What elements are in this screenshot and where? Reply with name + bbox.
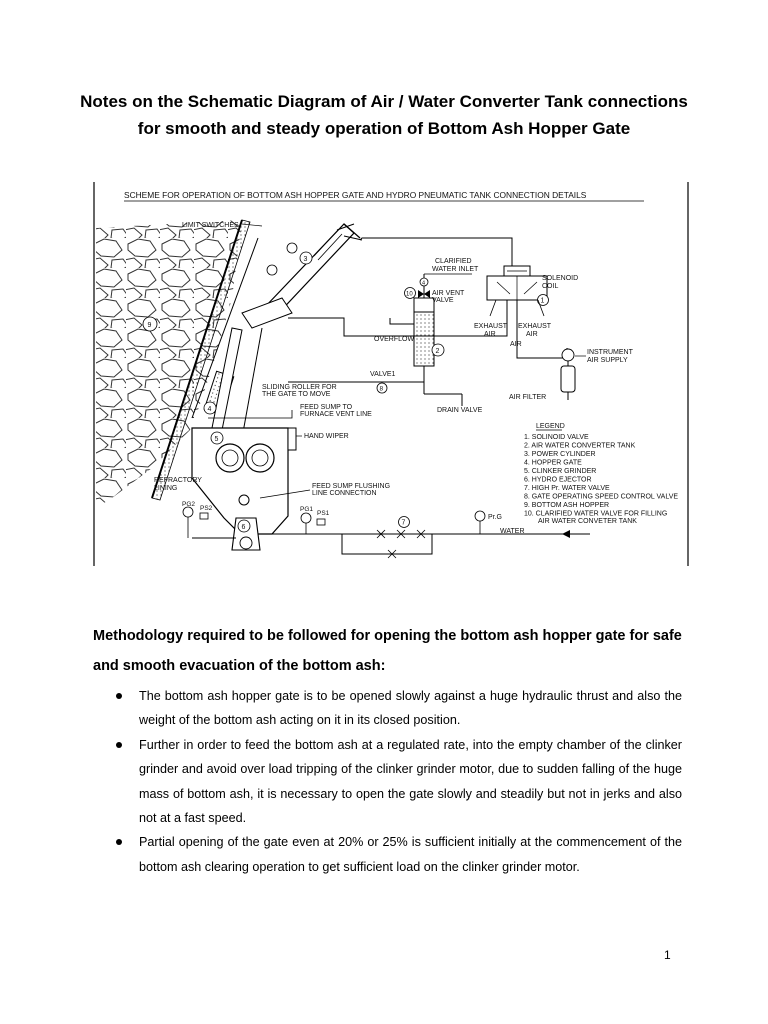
bullet-icon: [116, 839, 122, 845]
label-limit-switches: LIMIT SWITCHES: [182, 222, 239, 229]
legend-item-9: 9. BOTTOM ASH HOPPER: [524, 502, 610, 509]
page-number: 1: [664, 948, 671, 962]
svg-text:6: 6: [241, 524, 246, 531]
label-exhaust-1a: EXHAUST: [474, 323, 508, 330]
svg-text:8: 8: [379, 385, 384, 393]
label-ps2: PS2: [200, 505, 213, 512]
label-refractory-1: REFRACTORY: [154, 477, 202, 484]
label-air: AIR: [510, 341, 522, 348]
label-flushing-2: LINE CONNECTION: [312, 490, 377, 497]
legend-item-7: 7. HIGH Pr. WATER VALVE: [524, 485, 610, 492]
label-exhaust-2b: AIR: [526, 331, 538, 338]
legend: [524, 423, 678, 525]
section-heading: Methodology required to be followed for opening the bottom ash hopper gate for safe and smooth evacuation of the bottom ash:: [93, 628, 682, 674]
legend-item-10: 10. CLARIFIED WATER VALVE FOR FILLING: [524, 510, 668, 518]
svg-text:7: 7: [401, 519, 406, 527]
svg-text:2: 2: [435, 348, 440, 355]
label-valve1: VALVE1: [370, 371, 396, 378]
label-pg2: PG2: [182, 501, 196, 508]
label-exhaust-2a: EXHAUST: [518, 323, 552, 330]
label-prg: Pr.G: [488, 514, 503, 521]
pressure-gauge-icon: [562, 349, 574, 361]
label-sliding-1: SLIDING ROLLER FOR: [262, 384, 337, 391]
label-feed-sump-1: FEED SUMP TO: [300, 404, 353, 411]
solenoid-valve: [487, 266, 547, 300]
svg-text:4: 4: [207, 406, 212, 413]
pg2-gauge-icon: [183, 507, 193, 517]
label-water: WATER: [500, 528, 525, 535]
svg-text:5: 5: [214, 436, 219, 443]
label-sliding-2: THE GATE TO MOVE: [262, 391, 331, 398]
label-exhaust-1b: AIR: [484, 331, 496, 338]
air-line-low: [288, 300, 507, 336]
legend-item-2: 2. AIR WATER CONVERTER TANK: [524, 442, 636, 450]
prg-gauge-icon: [475, 511, 485, 521]
diagram-heading: SCHEME FOR OPERATION OF BOTTOM ASH HOPPER GATE AND HYDRO PNEUMATIC TANK CONNECTION DETAILS: [124, 190, 587, 200]
label-clarified-1: CLARIFIED: [435, 258, 472, 265]
water-arrow: [562, 530, 570, 538]
legend-title: LEGEND: [536, 423, 565, 430]
svg-text:3: 3: [303, 256, 308, 263]
list-item: Partial opening of the gate even at 20% or 25% is sufficient initially at the commencement of the bottom ash clearing operation to get sufficient load on the clinker grinder motor.: [92, 830, 682, 879]
ps2-switch-icon: [200, 513, 208, 519]
legend-item-5: 5. CLINKER GRINDER: [524, 468, 597, 475]
label-drain-valve: DRAIN VALVE: [437, 407, 483, 414]
title-line-1: Notes on the Schematic Diagram of Air / Water Converter Tank connections: [80, 92, 688, 111]
ps1-switch-icon: [317, 519, 325, 525]
document-title: [60, 88, 708, 142]
bullet-list: [92, 684, 682, 879]
legend-item-10-cont: AIR WATER CONVETER TANK: [538, 518, 637, 525]
label-air-filter: AIR FILTER: [509, 394, 547, 401]
schematic-diagram: [92, 178, 690, 570]
legend-item-6: 6. HYDRO EJECTOR: [524, 476, 592, 484]
label-air-vent-2: VALVE: [432, 297, 454, 304]
label-overflow: OVERFLOW: [374, 336, 415, 343]
svg-text:9: 9: [147, 322, 152, 329]
legend-item-1: 1. SOLINOID VALVE: [524, 434, 589, 441]
bullet-icon: [116, 742, 122, 748]
legend-item-4: 4. HOPPER GATE: [524, 459, 582, 467]
label-feed-sump-2: FURNACE VENT LINE: [300, 411, 372, 418]
legend-item-3: 3. POWER CYLINDER: [524, 451, 596, 458]
list-item: The bottom ash hopper gate is to be opened slowly against a huge hydraulic thrust and also the weight of the bottom ash acting on it in its closed position.: [92, 684, 682, 733]
label-refractory-2: LINING: [154, 485, 178, 492]
label-ps1: PS1: [317, 510, 330, 517]
list-item: Further in order to feed the bottom ash at a regulated rate, into the empty chamber of the clinker grinder and avoid over load tripping of the clinker grinder motor, due to sudden falling of the huge mass of bottom ash, it is necessary to open the gate slowly and steadily but not in jerks and also not at a fast speed.: [92, 733, 682, 831]
label-solenoid-1: SOLENOID: [542, 275, 579, 282]
svg-text:10: 10: [406, 291, 413, 298]
bullet-icon: [116, 693, 122, 699]
label-air-vent-1: AIR VENT: [432, 290, 465, 297]
label-clarified-2: WATER INLET: [432, 266, 479, 273]
label-instrument-2: AIR SUPPLY: [587, 357, 628, 364]
air-filter-icon: [561, 366, 575, 392]
label-instrument-1: INSTRUMENT: [587, 349, 633, 356]
pg1-gauge-icon: [301, 513, 311, 523]
svg-text:4: 4: [422, 280, 426, 287]
svg-text:1: 1: [540, 297, 545, 305]
label-hand-wiper: HAND WIPER: [304, 433, 349, 440]
label-flushing-1: FEED SUMP FLUSHING: [312, 483, 391, 490]
legend-item-8: 8. GATE OPERATING SPEED CONTROL VALVE: [524, 493, 679, 501]
label-pg1: PG1: [300, 506, 314, 513]
label-solenoid-2: COIL: [542, 283, 559, 290]
overflow-pipe: [390, 318, 414, 324]
title-line-2: for smooth and steady operation of Bottom Ash Hopper Gate: [137, 119, 631, 138]
